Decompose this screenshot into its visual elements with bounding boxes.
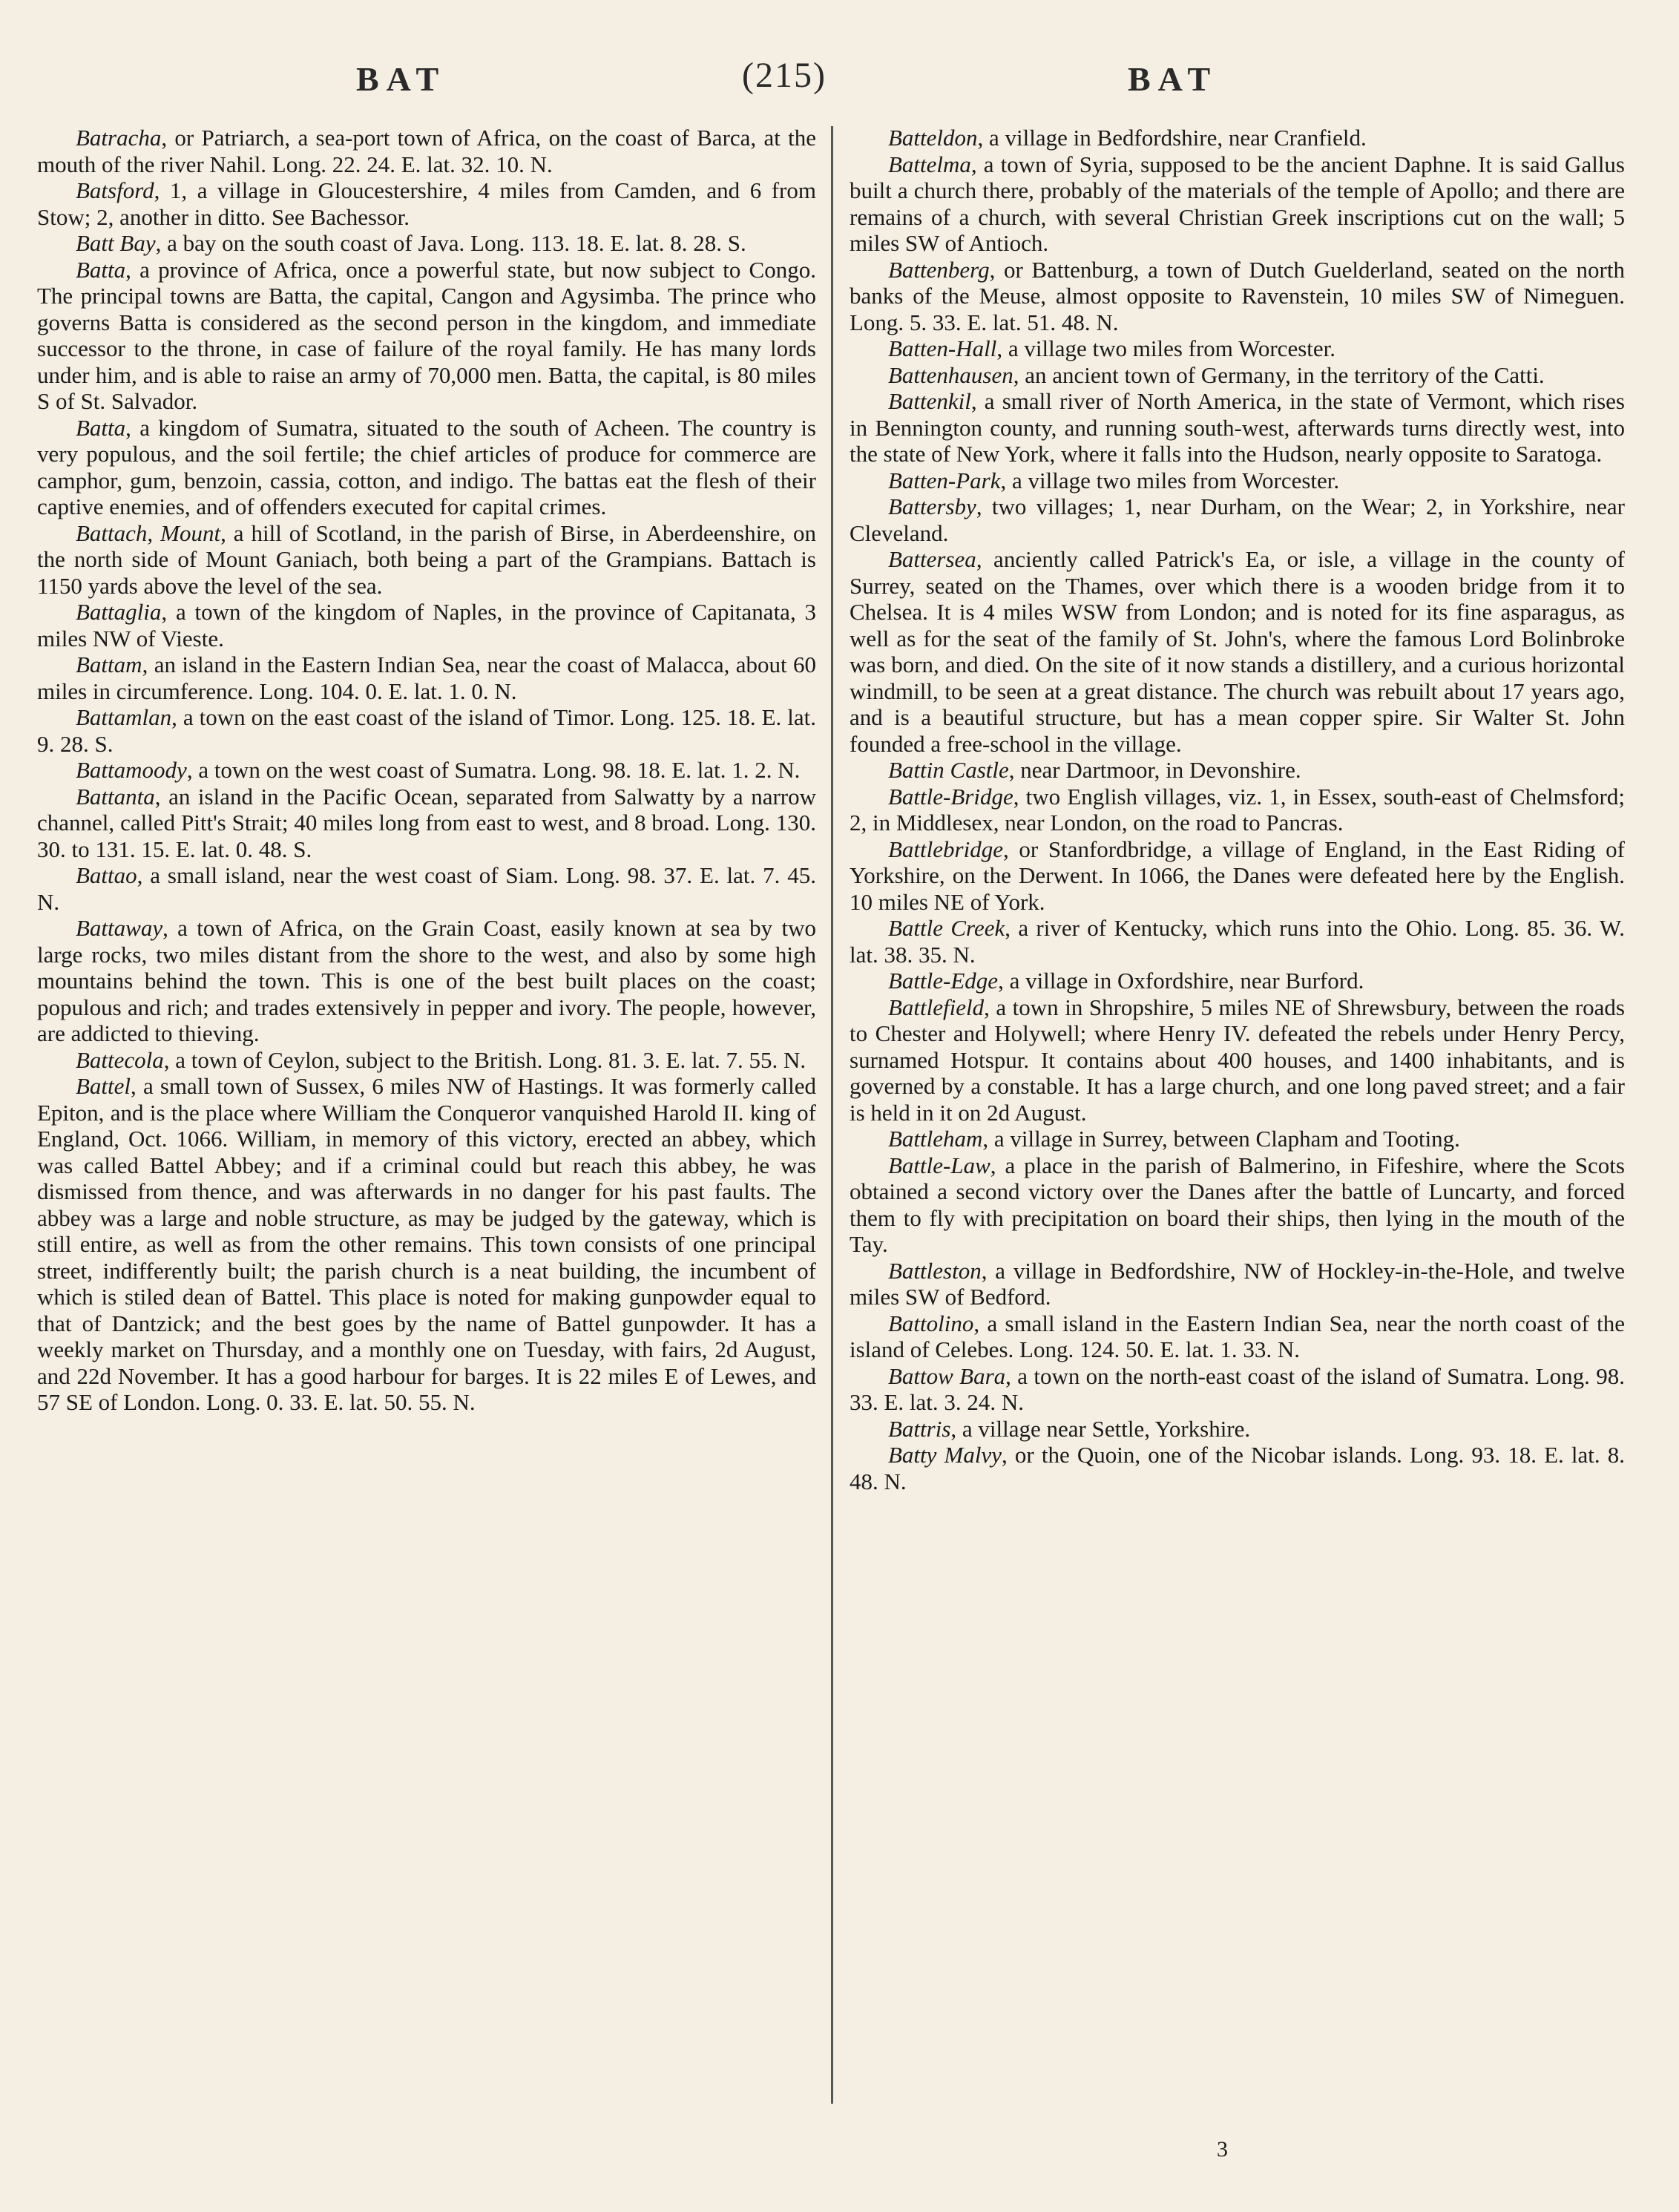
dictionary-entry	[850, 335, 1625, 362]
entry-headword: Battamlan	[76, 704, 172, 730]
entry-text: , a small island in the Eastern Indian Sea, near the north coast of the island of Celebes. Long. 124. 50. E. lat. 1. 33. N.	[850, 1310, 1625, 1362]
entry-headword: Battam	[76, 652, 142, 677]
entry-text: , a place in the parish of Balmerino, in Fifeshire, where the Scots obtained a second victory over the Danes after the battle of Luncarty, and forced them to fly with precipitation on board their ships, then lying in the mouth of the Tay.	[850, 1152, 1625, 1257]
dictionary-entry	[37, 257, 816, 415]
entry-headword: Battle-Bridge	[888, 783, 1013, 810]
entry-headword: Battle-Edge	[888, 968, 999, 994]
entry-headword: Battlefield	[888, 994, 985, 1020]
entry-text: , or the Quoin, one of the Nicobar islands. Long. 93. 18. E. lat. 8. 48. N.	[850, 1442, 1625, 1494]
entry-headword: Battleston	[888, 1257, 982, 1284]
dictionary-entry	[850, 1152, 1625, 1258]
entry-headword: Battris	[888, 1415, 951, 1442]
entry-text: , an island in the Eastern Indian Sea, near the coast of Malacca, about 60 miles in circumference. Long. 104. 0. E. lat. 1. 0. N.	[37, 652, 816, 704]
dictionary-entry	[37, 415, 816, 520]
dictionary-entry	[37, 520, 816, 600]
entry-text: , an island in the Pacific Ocean, separated from Salwatty by a narrow channel, called Pitt's Strait; 40 miles long from east to west, and 8 broad. Long. 130. 30. to 131. 15. E. lat. 0. 48. S.	[37, 783, 816, 862]
dictionary-entry	[850, 151, 1625, 257]
entry-headword: Battle-Law	[888, 1152, 990, 1178]
signature-mark: 3	[1217, 2137, 1228, 2162]
entry-headword: Battle Creek	[888, 915, 1005, 941]
dictionary-entry	[850, 1126, 1625, 1152]
entry-text: , a town of the kingdom of Naples, in the province of Capitanata, 3 miles NW of Vieste.	[37, 599, 816, 652]
entry-headword: Battolino	[888, 1310, 974, 1336]
entry-text: , 1, a village in Gloucestershire, 4 miles from Camden, and 6 from Stow; 2, another in ditto. See Bachessor.	[37, 177, 816, 230]
dictionary-entry	[850, 1416, 1625, 1443]
entry-headword: Battel	[76, 1073, 131, 1099]
entry-headword: Batten-Hall	[888, 335, 997, 361]
entry-headword: Batta	[76, 414, 126, 441]
entry-headword: Battenhausen	[888, 361, 1013, 388]
dictionary-entry	[850, 915, 1625, 968]
entry-text: , an ancient town of Germany, in the territory of the Catti.	[1013, 361, 1545, 388]
entry-headword: Battelma	[888, 151, 971, 177]
dictionary-entry	[37, 599, 816, 652]
entry-text: , near Dartmoor, in Devonshire.	[1008, 757, 1301, 783]
entry-text: , a kingdom of Sumatra, situated to the south of Acheen. The country is very populous, and the soil fertile; the chief articles of produce for commerce are camphor, gum, benzoin, cassia, cotton, and indigo. The battas eat the flesh of their captive enemies, and of offenders executed for capital crimes.	[37, 414, 816, 519]
dictionary-entry	[37, 1073, 816, 1416]
dictionary-entry	[37, 177, 816, 230]
entry-text: , or Battenburg, a town of Dutch Guelderland, seated on the north banks of the Meuse, almost opposite to Ravenstein, 10 miles SW of Nimeguen. Long. 5. 33. E. lat. 51. 48. N.	[850, 256, 1625, 335]
dictionary-entry	[850, 1442, 1625, 1494]
entry-text: , a village in Surrey, between Clapham and Tooting.	[982, 1126, 1460, 1152]
dictionary-entry	[850, 784, 1625, 836]
entry-text: , a town of Ceylon, subject to the British. Long. 81. 3. E. lat. 7. 55. N.	[163, 1046, 806, 1073]
entry-text: , a village near Settle, Yorkshire.	[950, 1415, 1251, 1442]
header-right-word: BAT	[1128, 60, 1218, 98]
entry-text: , a town on the west coast of Sumatra. Long. 98. 18. E. lat. 1. 2. N.	[186, 757, 801, 783]
dictionary-entry	[850, 757, 1625, 784]
entry-text: , a province of Africa, once a powerful state, but now subject to Congo. The principal towns are Batta, the capital, Cangon and Agysimba. The prince who governs Batta is considered as the second person in the kingdom, and immediate successor to the throne, in case of failure of the royal family. He has many lords under him, and is able to raise an army of 70,000 men. Batta, the capital, is 80 miles S of St. Salvador.	[37, 256, 816, 414]
entry-headword: Battenkil	[888, 388, 971, 414]
entry-headword: Battaglia	[76, 599, 162, 625]
dictionary-entry	[850, 1258, 1625, 1310]
entry-text: , a town of Africa, on the Grain Coast, easily known at sea by two large rocks, two miles distant from the shore to the west, and also by some high mountains behind the town. This is one of the best built places on the coast; populous and rich; and trades extensively in pepper and ivory. The people, however, are addicted to thieving.	[37, 915, 816, 1046]
left-column	[37, 125, 816, 1416]
entry-headword: Battersby	[888, 493, 976, 519]
dictionary-entry	[37, 862, 816, 915]
entry-text: , a town on the north-east coast of the island of Sumatra. Long. 98. 33. E. lat. 3. 24. N.	[850, 1362, 1626, 1415]
entry-headword: Batt Bay	[76, 230, 156, 256]
entry-text: , a river of Kentucky, which runs into the Ohio. Long. 85. 36. W. lat. 38. 35. N.	[850, 915, 1626, 968]
dictionary-entry	[37, 230, 816, 257]
header-left-word: BAT	[356, 60, 447, 98]
dictionary-entry	[37, 784, 816, 863]
entry-headword: Batracha	[76, 125, 162, 151]
entry-text: , a small river of North America, in the state of Vermont, which rises in Bennington county, and running south-west, afterwards turns directly west, into the state of New York, where it falls into the Hudson, nearly opposite to Saratoga.	[850, 388, 1625, 467]
dictionary-entry	[37, 652, 816, 704]
right-column	[850, 125, 1625, 1494]
dictionary-entry	[850, 362, 1625, 389]
entry-headword: Battersea	[888, 546, 976, 572]
dictionary-entry	[850, 994, 1625, 1126]
dictionary-entry	[37, 915, 816, 1047]
entry-text: , a village in Oxfordshire, near Burford.	[998, 968, 1364, 994]
entry-headword: Battin Castle	[888, 757, 1009, 783]
entry-headword: Battach, Mount	[76, 519, 221, 546]
entry-text: , a village in Bedfordshire, near Cranfield.	[977, 125, 1367, 151]
entry-headword: Battaway	[76, 915, 163, 941]
entry-text: , two villages; 1, near Durham, on the Wear; 2, in Yorkshire, near Cleveland.	[850, 493, 1625, 546]
entry-text: , a small town of Sussex, 6 miles NW of Hastings. It was formerly called Epiton, and is the place where William the Conqueror vanquished Harold II. king of England, Oct. 1066. William, in memory of this victory, erected an abbey, which was called Battel Abbey; and if a criminal could but reach this abbey, he was dismissed from thence, and was afterwards in no danger for his past faults. The abbey was a large and noble structure, as may be judged by the gateway, which is still entire, as well as from the other remains. This town consists of one principal street, indifferently built; the parish church is a neat building, the incumbent of which is stiled dean of Battel. This place is noted for making gunpowder equal to that of Dantzick; and the best goes by the name of Battel gunpowder. It has a weekly market on Thursday, and a monthly one on Tuesday, with fairs, 2d August, and 22d November. It has a good harbour for barges. It is 22 miles E of Lewes, and 57 SE of London. Long. 0. 33. E. lat. 50. 55. N.	[37, 1073, 816, 1415]
page-header	[0, 52, 1679, 104]
dictionary-entry	[850, 257, 1625, 336]
entry-text: , a town of Syria, supposed to be the ancient Daphne. It is said Gallus built a church there, probably of the materials of the temple of Apollo; and there are remains of a church, with several Christian Greek inscriptions cut on the wall; 5 miles SW of Antioch.	[850, 151, 1625, 256]
dictionary-entry	[850, 467, 1625, 494]
dictionary-entry	[850, 388, 1625, 467]
entry-text: , or Stanfordbridge, a village of England, in the East Riding of Yorkshire, on the Derwent. In 1066, the Danes were defeated here by the English. 10 miles NE of York.	[850, 836, 1625, 915]
entry-text: , a bay on the south coast of Java. Long. 113. 18. E. lat. 8. 28. S.	[155, 230, 746, 256]
column-divider	[831, 126, 833, 2104]
entry-headword: Battao	[76, 862, 137, 888]
dictionary-entry	[850, 493, 1625, 546]
entry-headword: Batsford	[76, 177, 154, 203]
entry-text: , a village two miles from Worcester.	[1000, 467, 1340, 493]
dictionary-entry	[850, 968, 1625, 994]
dictionary-entry	[37, 704, 816, 757]
entry-headword: Battecola	[76, 1046, 164, 1073]
entry-headword: Battow Bara	[888, 1362, 1006, 1389]
entry-headword: Batteldon	[888, 125, 978, 151]
entry-text: , two English villages, viz. 1, in Essex, south-east of Chelmsford; 2, in Middlesex, near London, on the road to Pancras.	[850, 783, 1625, 836]
entry-headword: Battleham	[888, 1126, 983, 1152]
dictionary-entry	[850, 1310, 1625, 1363]
page-number: (215)	[742, 56, 827, 95]
entry-text: , a hill of Scotland, in the parish of Birse, in Aberdeenshire, on the north side of Mount Ganiach, both being a part of the Grampians. Battach is 1150 yards above the level of the sea.	[37, 519, 817, 599]
entry-text: , or Patriarch, a sea-port town of Africa, on the coast of Barca, at the mouth of the river Nahil. Long. 22. 24. E. lat. 32. 10. N.	[37, 125, 816, 177]
entry-headword: Battlebridge	[888, 836, 1003, 862]
entry-text: , a village two miles from Worcester.	[996, 335, 1336, 361]
dictionary-entry	[37, 757, 816, 784]
entry-text: , a town in Shropshire, 5 miles NE of Shrewsbury, between the roads to Chester and Holywell; where Henry IV. defeated the rebels under Henry Percy, surnamed Hotspur. It contains about 400 houses, and 1400 inhabitants, and is governed by a constable. It has a large church, and one long paved street; and a fair is held in it on 2d August.	[850, 994, 1625, 1126]
dictionary-entry	[850, 125, 1625, 151]
dictionary-entry	[37, 1047, 816, 1074]
dictionary-entry	[37, 125, 816, 177]
entry-headword: Batta	[76, 256, 126, 283]
entry-text: , anciently called Patrick's Ea, or isle, a village in the county of Surrey, seated on the Thames, over which there is a wooden bridge from it to Chelsea. It is 4 miles WSW from London; and is noted for its fine asparagus, as well as for the seat of the family of St. John's, where the famous Lord Bolinbroke was born, and died. On the site of it now stands a distillery, and a curious horizontal windmill, to be seen at a great distance. The church was rebuilt about 17 years ago, and is a beautiful structure, but has a mean copper spire. Sir Walter St. John founded a free-school in the village.	[850, 546, 1625, 757]
entry-headword: Batty Malvy	[888, 1442, 1002, 1468]
dictionary-entry	[850, 836, 1625, 916]
dictionary-entry	[850, 546, 1625, 757]
entry-headword: Batten-Park	[888, 467, 1001, 493]
entry-text: , a town on the east coast of the island of Timor. Long. 125. 18. E. lat. 9. 28. S.	[37, 704, 816, 757]
entry-headword: Battamoody	[76, 757, 187, 783]
entry-text: , a village in Bedfordshire, NW of Hockley-in-the-Hole, and twelve miles SW of Bedford.	[850, 1257, 1625, 1310]
entry-headword: Battanta	[76, 783, 155, 810]
dictionary-entry	[850, 1363, 1625, 1416]
entry-text: , a small island, near the west coast of Siam. Long. 98. 37. E. lat. 7. 45. N.	[37, 862, 816, 915]
entry-headword: Battenberg	[888, 256, 990, 283]
